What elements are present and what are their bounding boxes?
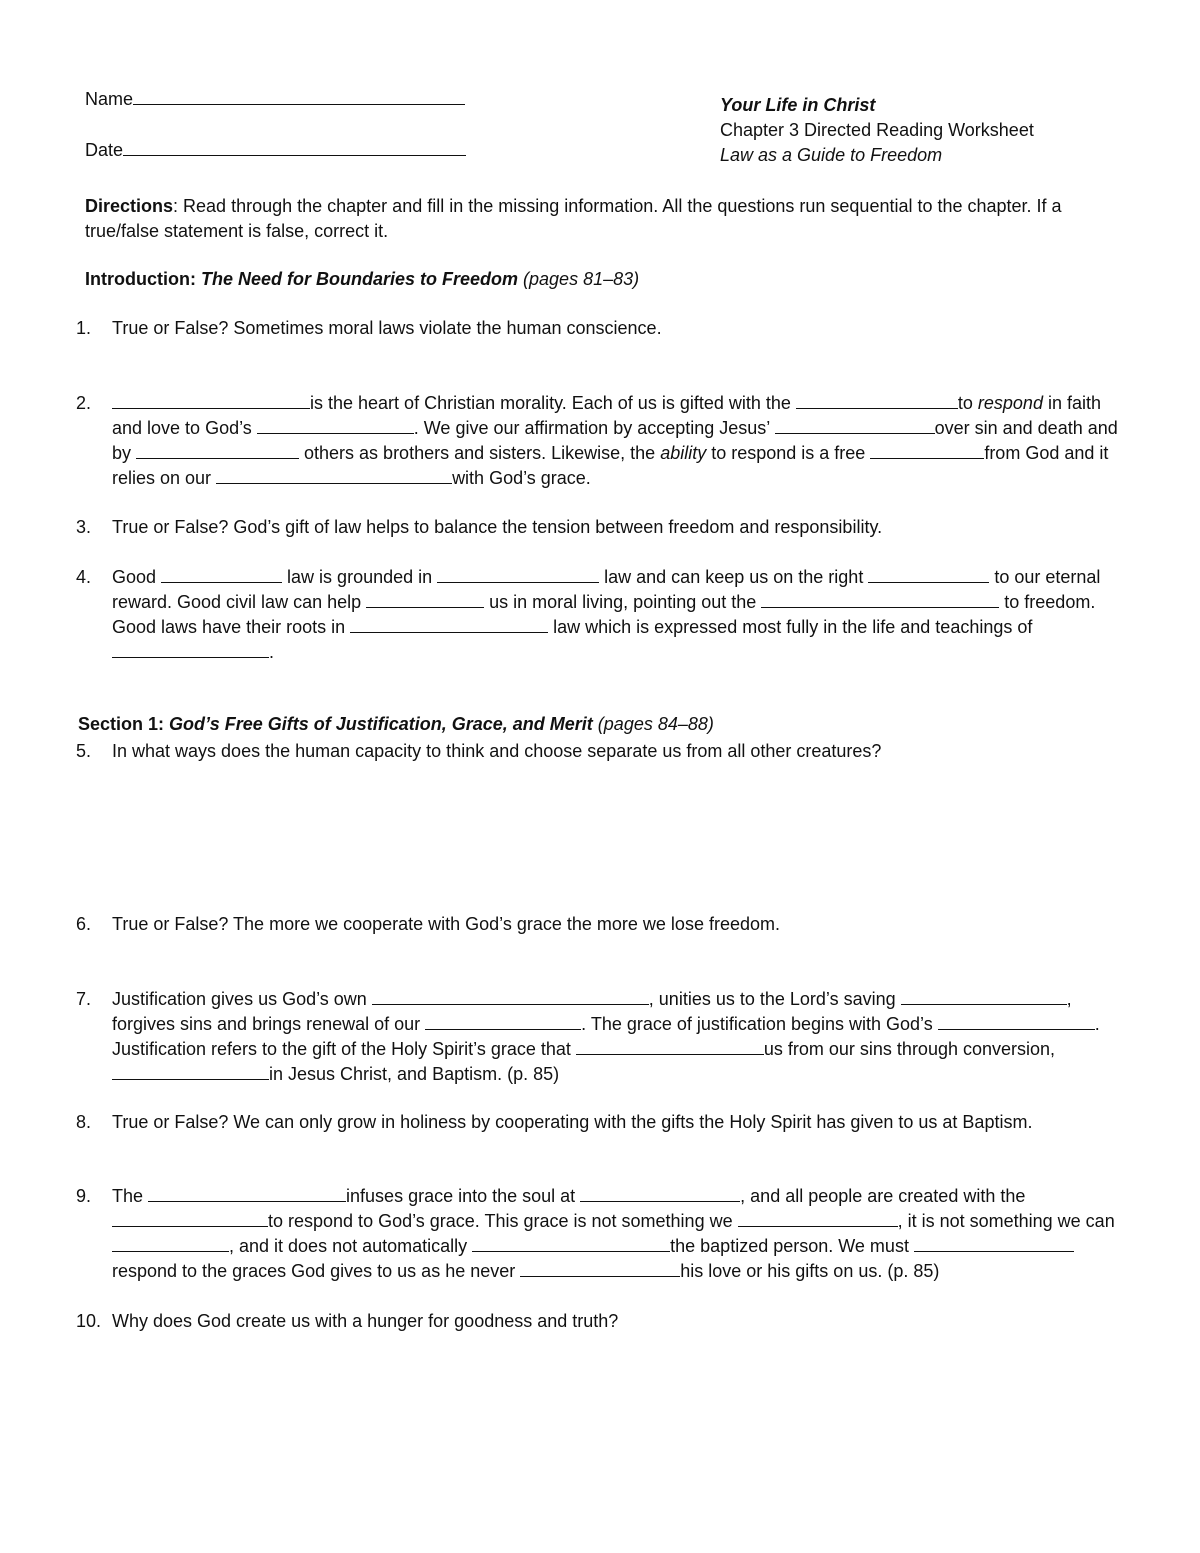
q5-number: 5.: [76, 741, 92, 761]
q4-text-2a: reward. Good civil law can help: [112, 592, 367, 612]
q4-blank-1[interactable]: [161, 565, 282, 583]
directions-text-2: true/false statement is false, correct it.: [85, 221, 389, 241]
q6-number: 6.: [76, 914, 92, 934]
q7-blank-5[interactable]: [576, 1037, 764, 1055]
q2-text-1a: is the heart of Christian morality. Each of us is gifted with the: [310, 393, 796, 413]
q2-blank-7[interactable]: [216, 466, 452, 484]
q9-blank-8[interactable]: [520, 1259, 680, 1277]
q5-text: In what ways does the human capacity to think and choose separate us from all other creatures?: [112, 741, 882, 761]
q9-text-2a: to respond to God’s grace. This grace is not something we: [268, 1211, 738, 1231]
q4-text-1b: law is grounded in: [282, 567, 438, 587]
q2-blank-4[interactable]: [775, 416, 935, 434]
q7-text-2b: . The grace of justification begins with God’s: [581, 1014, 938, 1034]
q9-text-1c: , and all people are created with the: [740, 1186, 1026, 1206]
q9-blank-1[interactable]: [148, 1184, 346, 1202]
section1-heading-label: Section 1:: [78, 714, 170, 734]
q7-blank-4[interactable]: [938, 1012, 1095, 1030]
q4-text-3a: Good laws have their roots in: [112, 617, 351, 637]
intro-heading-pages: (pages 81–83): [518, 269, 640, 289]
q9-text-2b: , it is not something we can: [897, 1211, 1115, 1231]
q4-text-4a: .: [269, 642, 275, 662]
q2-text-3e: from God and it: [984, 443, 1109, 463]
q2-text-3c: ability: [660, 443, 707, 463]
chapter-subtitle: Law as a Guide to Freedom: [720, 145, 943, 165]
q9-blank-2[interactable]: [580, 1184, 740, 1202]
q9-text-4b: his love or his gifts on us. (p. 85): [680, 1261, 940, 1281]
q10-text: Why does God create us with a hunger for goodness and truth?: [112, 1311, 619, 1331]
name-label: Name: [85, 89, 134, 109]
q7-text-1b: , unities us to the Lord’s saving: [648, 989, 901, 1009]
q4-text-1c: law and can keep us on the right: [599, 567, 869, 587]
section1-heading-pages: (pages 84–88): [592, 714, 714, 734]
q4-blank-7[interactable]: [112, 640, 269, 658]
q3-text: True or False? God’s gift of law helps to balance the tension between freedom and responsibility.: [112, 517, 883, 537]
q2-blank-1[interactable]: [112, 391, 310, 409]
q2-text-1b: to: [957, 393, 978, 413]
q7-line-4: [112, 1062, 559, 1087]
q9-blank-5[interactable]: [112, 1234, 229, 1252]
q7-blank-3[interactable]: [425, 1012, 581, 1030]
q9-blank-4[interactable]: [738, 1209, 898, 1227]
q2-text-2c: over sin and death and: [934, 418, 1118, 438]
q2-text-3d: to respond is a free: [706, 443, 871, 463]
q2-number: 2.: [76, 393, 92, 413]
directions-text: : Read through the chapter and fill in the missing information. All the questions run sequential to the chapter. If a: [173, 196, 1062, 216]
name-blank[interactable]: [133, 87, 465, 105]
q7-text-2a: forgives sins and brings renewal of our: [112, 1014, 426, 1034]
q7-text-3a: Justification refers to the gift of the Holy Spirit’s grace that: [112, 1039, 576, 1059]
q4-text-2b: us in moral living, pointing out the: [484, 592, 762, 612]
q2-line-3: [112, 441, 1108, 466]
q7-text-1c: ,: [1066, 989, 1072, 1009]
q2-text-3b: others as brothers and sisters. Likewise, the: [299, 443, 661, 463]
q2-blank-3[interactable]: [257, 416, 414, 434]
q2-line-4: [112, 466, 591, 491]
q4-line-4: [112, 640, 274, 665]
q9-blank-6[interactable]: [472, 1234, 670, 1252]
date-label: Date: [85, 140, 124, 160]
q7-text-4a: in Jesus Christ, and Baptism. (p. 85): [269, 1064, 560, 1084]
q4-blank-4[interactable]: [366, 590, 484, 608]
name-field[interactable]: [85, 87, 465, 110]
q2-text-1d: in faith: [1042, 393, 1102, 413]
q9-text-3a: , and it does not automatically: [229, 1236, 473, 1256]
intro-heading: [85, 269, 639, 290]
q7-line-3: [112, 1037, 1055, 1062]
q9-text-1a: The: [112, 1186, 149, 1206]
q7-blank-6[interactable]: [112, 1062, 269, 1080]
q4-text-1d: to our eternal: [989, 567, 1101, 587]
directions: [85, 194, 1095, 244]
q2-text-1c: respond: [977, 393, 1043, 413]
directions-label: Directions: [85, 196, 174, 216]
q9-blank-3[interactable]: [112, 1209, 268, 1227]
q2-text-2a: and love to God’s: [112, 418, 257, 438]
q1-text: True or False? Sometimes moral laws violate the human conscience.: [112, 318, 662, 338]
q4-number: 4.: [76, 567, 92, 587]
q7-text-1a: Justification gives us God’s own: [112, 989, 372, 1009]
q4-text-3b: law which is expressed most fully in the life and teachings of: [548, 617, 1033, 637]
date-blank[interactable]: [123, 138, 466, 156]
q3-number: 3.: [76, 517, 92, 537]
q4-blank-6[interactable]: [350, 615, 548, 633]
q7-blank-2[interactable]: [901, 987, 1067, 1005]
q4-text-2c: to freedom.: [999, 592, 1096, 612]
intro-heading-title: The Need for Boundaries to Freedom: [200, 269, 519, 289]
q9-line-1: [112, 1184, 1025, 1209]
q7-blank-1[interactable]: [372, 987, 649, 1005]
q4-blank-5[interactable]: [761, 590, 999, 608]
q9-line-4: [112, 1259, 939, 1284]
q7-text-3b: us from our sins through conversion,: [763, 1039, 1056, 1059]
q7-number: 7.: [76, 989, 92, 1009]
q2-text-4b: with God’s grace.: [452, 468, 591, 488]
q9-blank-7[interactable]: [914, 1234, 1074, 1252]
q7-text-2c: .: [1094, 1014, 1100, 1034]
section1-heading-title: God’s Free Gifts of Justification, Grace, and Merit: [169, 714, 593, 734]
q4-line-1: [112, 565, 1100, 590]
worksheet-title: Chapter 3 Directed Reading Worksheet: [720, 120, 1034, 140]
q2-line-1: [112, 391, 1101, 416]
q10-number: 10.: [76, 1311, 102, 1331]
q4-blank-2[interactable]: [437, 565, 599, 583]
q2-blank-5[interactable]: [136, 441, 299, 459]
q4-line-2: [112, 590, 1095, 615]
book-title: Your Life in Christ: [720, 95, 876, 115]
q4-blank-3[interactable]: [868, 565, 989, 583]
q2-text-2b: . We give our affirmation by accepting Jesus’: [413, 418, 775, 438]
q2-blank-6[interactable]: [870, 441, 984, 459]
intro-heading-label: Introduction:: [85, 269, 201, 289]
q2-text-4a: relies on our: [112, 468, 217, 488]
q2-blank-2[interactable]: [796, 391, 958, 409]
q9-line-3: [112, 1234, 1074, 1259]
q9-line-2: [112, 1209, 1115, 1234]
section1-heading: [78, 714, 714, 735]
q4-line-3: [112, 615, 1032, 640]
q8-text: True or False? We can only grow in holiness by cooperating with the gifts the Holy Spirit has given to us at Baptism.: [112, 1112, 1033, 1132]
q2-line-2: [112, 416, 1118, 441]
q7-line-1: [112, 987, 1072, 1012]
date-field[interactable]: [85, 138, 466, 161]
q1-number: 1.: [76, 318, 92, 338]
q9-number: 9.: [76, 1186, 92, 1206]
q6-text: True or False? The more we cooperate with God’s grace the more we lose freedom.: [112, 914, 780, 934]
q8-number: 8.: [76, 1112, 92, 1132]
q2-text-3a: by: [112, 443, 137, 463]
q4-text-1a: Good: [112, 567, 162, 587]
q9-text-1b: infuses grace into the soul at: [346, 1186, 581, 1206]
q9-text-4a: respond to the graces God gives to us as he never: [112, 1261, 521, 1281]
q9-text-3b: the baptized person. We must: [670, 1236, 914, 1256]
q7-line-2: [112, 1012, 1100, 1037]
